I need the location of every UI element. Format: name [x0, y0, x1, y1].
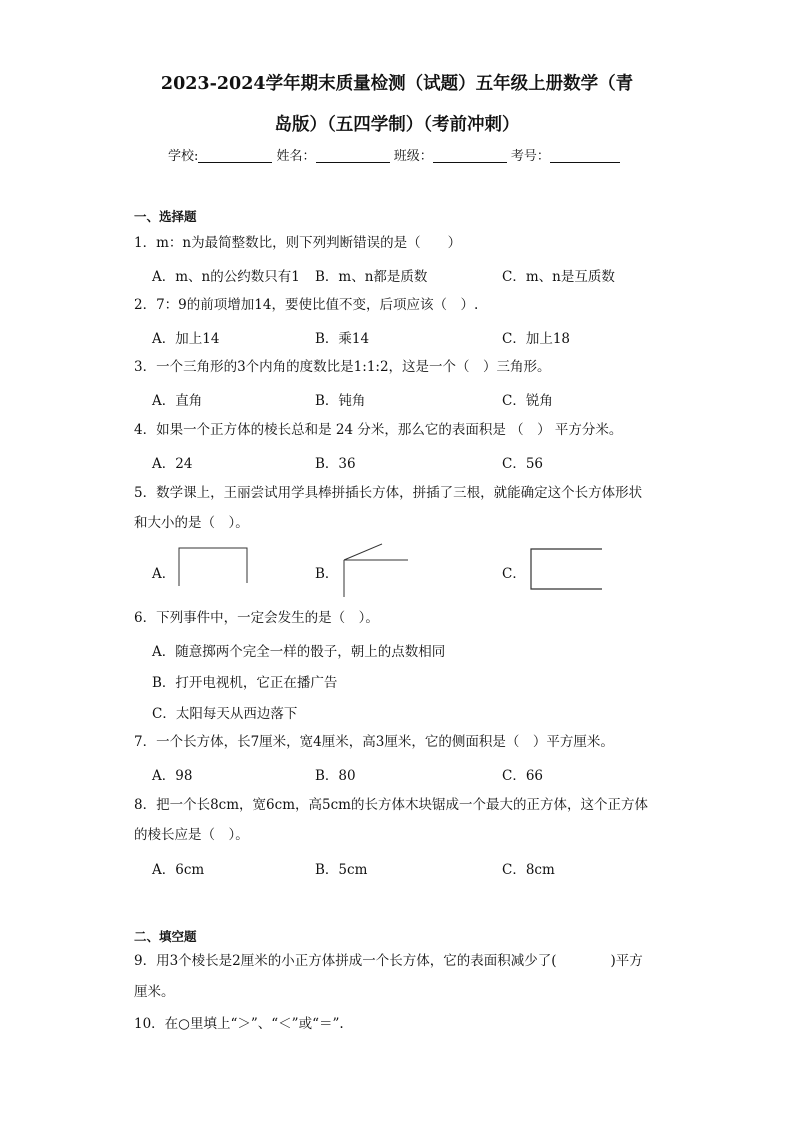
question-3-option-b[interactable]: B．钝角 [315, 393, 366, 409]
question-6-option-a[interactable]: A．随意掷两个完全一样的骰子，朝上的点数相同 [152, 644, 446, 660]
question-9-stem-line-2: 厘米。 [134, 984, 175, 1000]
question-4-option-a[interactable]: A．24 [152, 456, 193, 472]
question-3-option-c[interactable]: C．锐角 [502, 393, 553, 409]
question-5-option-b[interactable]: B． [315, 566, 339, 582]
question-7-option-b[interactable]: B．80 [315, 768, 356, 784]
name-label: 姓名： [276, 149, 316, 164]
question-8-option-a[interactable]: A．6cm [152, 862, 205, 878]
question-8-option-b[interactable]: B．5cm [315, 862, 368, 878]
section-title-fill-in: 二、填空题 [134, 929, 197, 944]
school-blank[interactable] [198, 148, 272, 163]
school-label: 学校: [168, 149, 199, 164]
question-1-option-a[interactable]: A．m、n的公约数只有1 [152, 269, 300, 285]
page-title-line-1: 2023-2024学年期末质量检测（试题）五年级上册数学（青 [160, 74, 634, 94]
page-title-line-2: 岛版）（五四学制）（考前冲刺） [274, 115, 520, 135]
question-10-stem: 10．在○里填上“＞”、“＜”或“＝”. [134, 1016, 344, 1032]
question-6-option-b[interactable]: B．打开电视机，它正在播广告 [152, 675, 338, 691]
question-5-stem-line-2: 和大小的是（ ）。 [134, 515, 249, 531]
question-4-option-b[interactable]: B．36 [315, 456, 356, 472]
question-3-stem: 3．一个三角形的3个内角的度数比是1:1:2，这是一个（ ）三角形。 [134, 359, 551, 375]
question-2-option-a[interactable]: A．加上14 [152, 331, 220, 347]
student-info-row [168, 145, 620, 164]
section-title-choice: 一、选择题 [134, 209, 197, 224]
question-1-stem: 1．m：n为最简整数比，则下列判断错误的是（ ） [134, 235, 462, 251]
question-2-stem: 2．7：9的前项增加14，要使比值不变，后项应该（ ）. [134, 297, 479, 313]
question-2-option-c[interactable]: C．加上18 [502, 331, 571, 347]
question-7-stem: 7．一个长方体，长7厘米，宽4厘米，高3厘米，它的侧面积是（ ）平方厘米。 [134, 734, 614, 750]
question-7-option-c[interactable]: C．66 [502, 768, 544, 784]
question-4-option-c[interactable]: C．56 [502, 456, 544, 472]
question-8-stem-line-1: 8．把一个长8cm，宽6cm，高5cm的长方体木块锯成一个最大的正方体，这个正方体 [134, 797, 648, 813]
question-3-option-a[interactable]: A．直角 [152, 393, 203, 409]
question-1-option-b[interactable]: B．m、n都是质数 [315, 269, 428, 285]
question-4-stem: 4．如果一个正方体的棱长总和是 24 分米，那么它的表面积是 （ ） 平方分米。 [134, 422, 623, 438]
question-2-option-b[interactable]: B．乘14 [315, 331, 370, 347]
name-blank[interactable] [316, 148, 390, 163]
question-5-figure-a[interactable] [176, 545, 251, 587]
number-blank[interactable] [550, 148, 620, 163]
question-1-option-c[interactable]: C．m、n是互质数 [502, 269, 615, 285]
class-blank[interactable] [433, 148, 507, 163]
question-8-stem-line-2: 的棱长应是（ ）。 [134, 827, 249, 843]
question-6-stem: 6．下列事件中，一定会发生的是（ ）。 [134, 610, 379, 626]
question-8-option-c[interactable]: C．8cm [502, 862, 555, 878]
question-7-option-a[interactable]: A．98 [152, 768, 193, 784]
question-5-option-a[interactable]: A． [152, 566, 176, 582]
question-9-stem-line-1: 9．用3个棱长是2厘米的小正方体拼成一个长方体，它的表面积减少了( )平方 [134, 953, 643, 969]
question-6-option-c[interactable]: C．太阳每天从西边落下 [152, 706, 298, 722]
question-5-figure-c[interactable] [528, 546, 604, 592]
question-5-figure-b[interactable] [340, 542, 412, 598]
number-label: 考号： [510, 149, 550, 164]
question-5-option-c[interactable]: C． [502, 566, 526, 582]
question-5-stem-line-1: 5．数学课上，王丽尝试用学具棒拼插长方体，拼插了三根，就能确定这个长方体形状 [134, 485, 643, 501]
class-label: 班级： [393, 149, 433, 164]
